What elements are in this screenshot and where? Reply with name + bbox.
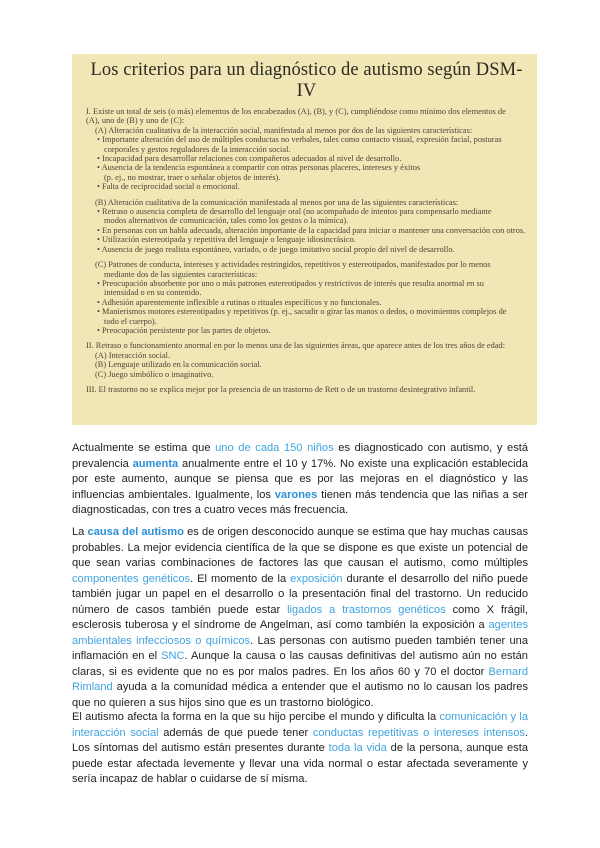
criteria-line: • En personas con un habla adecuada, alteración importante de la capacidad para iniciar o mantener una conversación con otros. [97,225,526,235]
body-text: es de origen desconocido aunque se estima que hay muchas causas probables. La mejor evidencia científica de la que se dispone es que existe un potencial de que sean varias combinaciones de factores las que causan el autismo, como múltiples [72,526,528,569]
body-text: . El momento de la [190,572,291,585]
criteria-line: • Retraso o ausencia completa de desarrollo del lenguaje oral (no acompañado de intentos para compensarlo mediante [97,207,492,217]
body-text: durante el desarrollo del niño puede también jugar un papel en el desarrollo o la presentación final del trastorno. Un reducido número de casos también puede estar [72,572,528,616]
criteria-line: (A) Alteración cualitativa de la interacción social, manifestada al menos por dos de las siguientes características: [95,125,473,135]
body-text: . Las personas con autismo pueden también tener una inflamación en el [72,634,528,662]
inline-link[interactable]: exposición [290,572,343,585]
criteria-line: mediante dos de las siguientes características: [104,269,258,279]
body-text: además de que puede tener [158,726,313,739]
criteria-line: • Preocupación absorbente por uno o más patrones estereotipados y restrictivos de interés que resulta anormal en su [97,278,484,288]
criteria-line: I. Existe un total de seis (o más) elementos de los encabezados (A), (B), y (C), cumpliéndose como mínimo dos elementos de [86,107,506,116]
criteria-line: • Falta de reciprocidad social o emocional. [97,182,240,192]
inline-link[interactable]: SNC [161,650,185,662]
criteria-line: (B) Alteración cualitativa de la comunicación manifestada al menos por una de las siguientes características: [95,197,459,207]
emphasis-link[interactable]: aumenta [132,457,179,470]
criteria-line: (B) Lenguaje utilizado en la comunicación social. [95,360,262,370]
criteria-line: todo el cuerpo). [104,316,157,326]
inline-link[interactable]: conductas repetitivas o intereses intensos [312,726,525,739]
body-text: ayuda a la comunidad médica a entender que el autismo no lo causan los padres que no quieren a sus hijos sino que es un trastorno biológico. [72,681,528,709]
paragraph-prevalence [72,441,528,519]
inline-link[interactable]: comunicación y la interacción social [72,711,528,739]
criteria-line: intensidad o en su contenido. [104,288,202,298]
body-text: La [72,526,88,538]
criteria-line: • Ausencia de juego realista espontáneo, variado, o de juego imitativo social propio del nivel de desarrollo. [97,244,455,254]
body-text: anualmente entre el 10 y 17%. No existe una explicación establecida por este aumento, aunque se piensa que es por las mejoras en el diagnóstico y las influencias ambientales. Igualmente, los [72,457,528,501]
dsm-criteria-box [72,54,537,425]
criteria-line: III. El trastorno no se explica mejor por la presencia de un trastorno de Rett o de un trastorno desintegrativo infantil. [86,384,476,394]
body-text: . Los síntomas del autismo están presentes durante [72,726,529,754]
body-text: Actualmente se estima que [72,442,216,454]
body-text: es diagnosticado con autismo, y está prevalencia [72,442,528,470]
body-text: como X frágil, esclerosis tuberosa y el síndrome de Angelman, así como también la exposición a [72,603,529,631]
body-text: El autismo afecta la forma en la que su hijo percibe el mundo y dificulta la [72,711,440,723]
paragraph-effects [72,710,528,788]
inline-link[interactable]: componentes genéticos [72,572,191,585]
body-text: de la persona, aunque esta puede estar afectada levemente y llevar una vida normal o estar afectada severamente y sería incapaz de hablar o cuidarse de sí misma. [72,742,528,785]
inline-link[interactable]: ligados a trastornos genéticos [287,603,446,616]
criteria-line: • Incapacidad para desarrollar relaciones con compañeros adecuados al nivel de desarrollo. [97,154,402,164]
inline-link[interactable]: uno de cada 150 niños [215,442,334,454]
criteria-line: • Preocupación persistente por las partes de objetos. [97,325,271,335]
inline-link[interactable]: toda la vida [328,742,387,754]
body-text: tienen más tendencia que las niñas a ser diagnosticadas, con tres a cuatro veces más frecuencia. [72,488,528,516]
emphasis-link[interactable]: varones [274,488,318,501]
criteria-line: (p. ej., no mostrar, traer o señalar objetos de interés). [104,172,281,182]
inline-link[interactable]: Bernard Rimland [72,665,528,693]
criteria-line: • Manierismos motores estereotipados y repetitivos (p. ej., sacudir o girar las manos o dedos, o movimientos complejos de [97,307,507,317]
criteria-line: • Adhesión aparentemente inflexible a rutinas o rituales específicos y no funcionales. [97,297,382,307]
criteria-line: • Ausencia de la tendencia espontánea a compartir con otras personas placeres, intereses y éxitos [97,163,421,173]
criteria-line: (C) Juego simbólico o imaginativo. [95,369,214,379]
criteria-line: (A), uno de (B) y uno de (C): [86,116,185,126]
criteria-line: (C) Patrones de conducta, intereses y actividades restringidos, repetitivos y estereotipados, manifestados por lo menos [95,260,491,270]
criteria-title: Los criterios para un diagnóstico de autismo según DSM-IV [90,60,523,101]
criteria-line: • Utilización estereotipada y repetitiva del lenguaje o lenguaje idiosincrásico. [97,235,356,245]
criteria-line: (A) Interacción social. [95,350,171,360]
emphasis-link[interactable]: causa del autismo [87,526,184,538]
body-text: . Aunque la causa o las causas definitivas del autismo aún no están claras, si es evidente que no es por malos padres. En los años 60 y 70 el doctor [72,650,528,678]
criteria-line: corporales y gestos reguladores de la interacción social. [104,144,291,154]
paragraph-causes [72,525,528,711]
criteria-line: II. Retraso o funcionamiento anormal en por lo menos una de las siguientes áreas, que aparece antes de los tres años de edad: [86,341,506,351]
criteria-line: • Importante alteración del uso de múltiples conductas no verbales, tales como contacto visual, expresión facial, posturas [97,135,502,145]
criteria-list [86,107,527,394]
criteria-line: modos alternativos de comunicación, tales como los gestos o la mímica). [104,216,349,226]
inline-link[interactable]: agentes ambientales infecciosos o químicos [72,619,528,647]
